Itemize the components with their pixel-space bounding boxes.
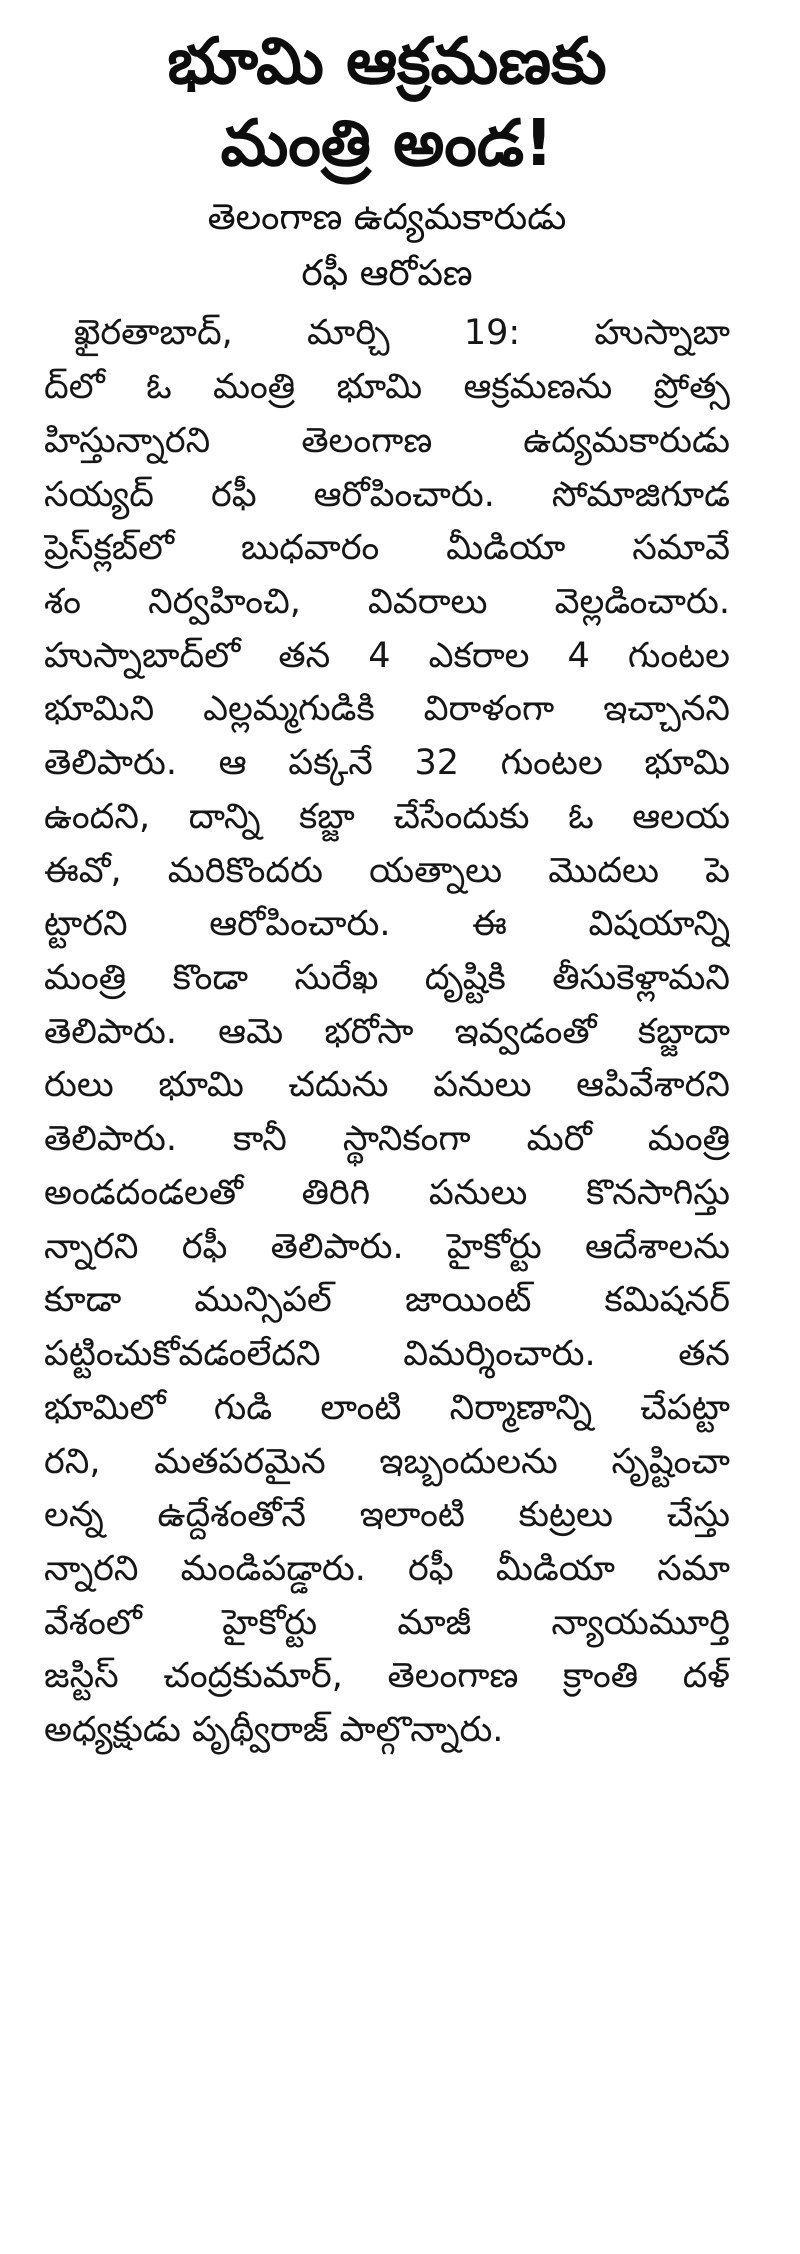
article-line: భూమిలో గుడి లాంటి నిర్మాణాన్ని చేపట్టా [44, 1387, 730, 1428]
article-line: తెలిపారు. ఆమె భరోసా ఇవ్వడంతో కబ్జాదా [44, 1011, 730, 1052]
article-line: శం నిర్వహించి, వివరాలు వెల్లడించారు. [44, 582, 730, 622]
article-line: తెలిపారు. ఆ పక్కనే 32 గుంటల భూమి [44, 743, 730, 784]
article-line: పట్టించుకోవడంలేదని విమర్శించారు. తన [44, 1334, 730, 1375]
article-line: భూమిని ఎల్లమ్మగుడికి విరాళంగా ఇచ్చానని [44, 689, 730, 730]
article-line: ట్టారని ఆరోపించారు. ఈ విషయాన్ని [44, 904, 730, 945]
article-line: మంత్రి కొండా సురేఖ దృష్టికి తీసుకెళ్లామని [44, 958, 730, 999]
subheadline [44, 190, 730, 302]
headline-line-1: భూమి ఆక్రమణకు [167, 25, 607, 99]
article-line: రులు భూమి చదును పనులు ఆపివేశారని [44, 1065, 730, 1106]
article-line: ఈవో, మరికొందరు యత్నాలు మొదలు పె [44, 850, 730, 891]
article-body [44, 307, 730, 1757]
article-line: న్నారని రఫీ తెలిపారు. హైకోర్టు ఆదేశాలను [44, 1226, 730, 1267]
article-line: ద్‌లో ఓ మంత్రి భూమి ఆక్రమణను ప్రోత్స [44, 367, 730, 408]
article-line: ఖైరతాబాద్, మార్చి 19: హుస్నాబా [74, 313, 730, 354]
article-line: సయ్యద్ రఫీ ఆరోపించారు. సోమాజిగూడ [44, 474, 730, 515]
article-line: లన్న ఉద్దేశంతోనే ఇలాంటి కుట్రలు చేస్తు [44, 1495, 730, 1536]
article-line: హిస్తున్నారని తెలంగాణ ఉద్యమకారుడు [44, 420, 730, 461]
article-line: వేశంలో హైకోర్టు మాజీ న్యాయమూర్తి [44, 1602, 730, 1643]
article-line: న్నారని మండిపడ్డారు. రఫీ మీడియా సమా [44, 1548, 730, 1589]
headline [44, 22, 730, 186]
article-line: జస్టిస్ చంద్రకుమార్, తెలంగాణ క్రాంతి దళ్ [44, 1656, 730, 1697]
subheadline-line-1: తెలంగాణ ఉద్యమకారుడు [207, 196, 567, 238]
article-line: ప్రెస్‌క్లబ్‌లో బుధవారం మీడియా సమావే [44, 528, 730, 569]
article-line: రని, మతపరమైన ఇబ్బందులను సృష్టించా [44, 1441, 730, 1482]
article-line: ఉందని, దాన్ని కబ్జా చేసేందుకు ఓ ఆలయ [44, 796, 730, 837]
headline-line-2: మంత్రి అండ! [220, 106, 554, 181]
article-line: అండదండలతో తిరిగి పనులు కొనసాగిస్తు [44, 1172, 730, 1213]
article-line: అధ్యక్షుడు పృథ్వీరాజ్ పాల్గొన్నారు. [44, 1710, 504, 1751]
article-line: కూడా మున్సిపల్ జాయింట్ కమిషనర్ [44, 1280, 730, 1321]
article-line: హుస్నాబాద్‌లో తన 4 ఎకరాల 4 గుంటల [44, 635, 730, 676]
subheadline-line-2: రఫీ ఆరోపణ [301, 252, 473, 294]
article-line: తెలిపారు. కానీ స్థానికంగా మరో మంత్రి [44, 1119, 730, 1160]
